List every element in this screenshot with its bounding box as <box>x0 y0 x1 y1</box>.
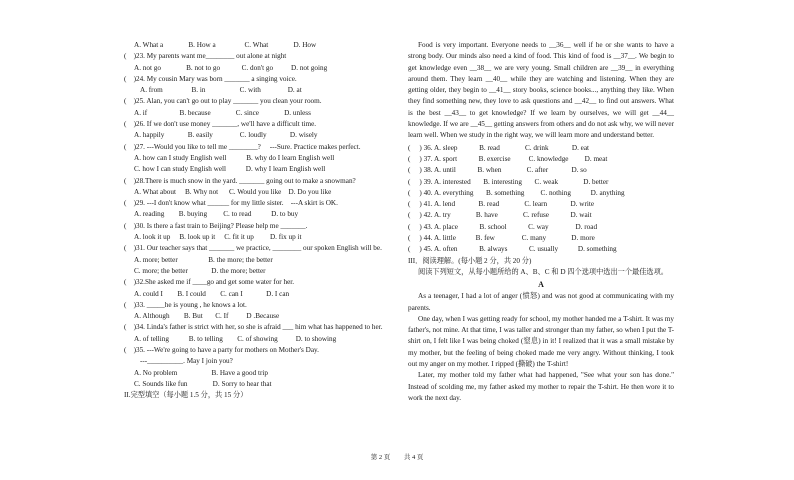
passage-a <box>408 291 674 404</box>
left-line: A. What a B. How a C. What D. How <box>134 41 317 49</box>
left-line: ( )30. Is there a fast train to Beijing? Please help me _______. <box>124 221 308 230</box>
left-line: A. reading B. buying C. to read D. to buy <box>134 210 299 219</box>
page-total: 共 4 页 <box>403 454 424 461</box>
right-column <box>408 40 674 404</box>
left-line: A. if B. because C. since D. unless <box>134 108 311 117</box>
cloze-option-row: ( ) 45. A. often B. always C. usually D. something <box>408 245 617 254</box>
left-line: II.完型填空（每小题 1.5 分，共 15 分） <box>124 391 248 400</box>
left-line: A. What about B. Why not C. Would you like D. Do you like <box>134 187 332 196</box>
left-column <box>124 40 394 402</box>
cloze-options <box>408 143 674 256</box>
cloze-passage: Food is very important. Everyone needs to __36__ well if he or she wants to have a strong body. Our minds also need a kind of food. This kind of food is __37__. We begin to get knowledge even __38__ we are very young. Small children are __39__ in everything around them. They learn __40__ while they are watching and listening. When they are getting older, they begin to __41__ story books, science books..., anything they like. When they find something new, they love to ask questions and __42__ to find out answers. What is the best __43__ to get knowledge? If we learn by ourselves, we will get __44__ knowledge. If we are __45__ getting answers from others and do not ask why, we will never learn well. When we study in the right way, we will learn more and understand better. <box>408 41 674 140</box>
left-line: ( )26. If we don't use money _______, we'll have a difficult time. <box>124 120 317 129</box>
cloze-option-row: ( ) 43. A. place B. school C. way D. road <box>408 222 598 231</box>
left-line: A. No problem B. Have a good trip <box>134 368 268 377</box>
left-line: ( )28.There is much snow in the yard. _______ going out to make a snowman? <box>124 176 356 185</box>
left-line: ( )35. ---We're going to have a party for mothers on Mother's Day. <box>124 346 319 355</box>
left-line: ( )32.She asked me if ____go and get some water for her. <box>124 278 295 287</box>
left-line: ---__________. May I join you? <box>140 357 233 366</box>
left-line: ( )23. My parents want me________ out alone at night <box>124 52 287 61</box>
left-line: A. of telling B. to telling C. of showing D. to showing <box>134 334 337 343</box>
cloze-option-row: ( ) 40. A. everything B. something C. nothing D. anything <box>408 188 625 197</box>
cloze-option-row: ( ) 42. A. try B. have C. refuse D. wait <box>408 211 592 220</box>
left-line: ( )25. Alan, you can't go out to play _______ you clean your room. <box>124 97 322 106</box>
left-line: C. more; the better D. the more; better <box>134 266 266 275</box>
left-line: C. Sounds like fun D. Sorry to hear that <box>134 379 272 388</box>
passage-a-paragraph: As a teenager, I had a lot of anger (愤怒) and was not good at communicating with my parents. <box>408 292 674 312</box>
cloze-option-row: ( ) 36. A. sleep B. read C. drink D. eat <box>408 143 590 152</box>
left-line: A. more; better B. the more; the better <box>134 255 273 264</box>
left-line: C. how I can study English well D. why I learn English well <box>134 165 326 174</box>
left-line: A. how can I study English well B. why do I learn English well <box>134 153 335 162</box>
cloze-option-row: ( ) 37. A. sport B. exercise C. knowledge D. meat <box>408 154 608 163</box>
cloze-option-row: ( ) 39. A. interested B. interesting C. weak D. better <box>408 177 609 186</box>
passage-a-paragraph: Later, my mother told my father what had happened, "See what your son has done." Instead of scolding me, my father asked my mother to repair the T-shirt. He then wore it to work the next day. <box>408 371 674 402</box>
left-line: A. look it up B. look up it C. fit it up D. fix up it <box>134 233 302 242</box>
page-number: 第 2 页 <box>370 454 391 461</box>
left-line: A. from B. in C. with D. at <box>140 86 302 95</box>
section-3-heading: III．阅读理解。(每小题 2 分，共 20 分) <box>408 256 532 265</box>
left-line: A. happily B. easily C. loudly D. wisely <box>134 131 318 140</box>
passage-a-paragraph: One day, when I was getting ready for school, my mother handed me a T-shirt. It was my father's, not mine. At that time, I was taller and stronger than my father, so when I put the T-shirt on, I felt like I was being choked (窒息) in it! I realized that it was a small mistake by my mother, but the feeling of being choked made me very angry. Without thinking, I took out my anger on my mother. I ripped (撕破) the T-shirt! <box>408 314 674 369</box>
left-line: ( )31. Our teacher says that _______ we practice, ________ our spoken English will be. <box>124 244 382 253</box>
passage-a-title: A <box>538 280 544 290</box>
cloze-option-row: ( ) 38. A. until B. when C. after D. so <box>408 166 587 175</box>
left-line: ( )27. ---Would you like to tell me ________? ---Sure. Practice makes perfect. <box>124 142 361 151</box>
left-line: ( )34. Linda's father is strict with her, so she is afraid ___ him what has happened to her. <box>124 323 383 332</box>
cloze-option-row: ( ) 44. A. little B. few C. many D. more <box>408 234 595 243</box>
page-footer <box>0 452 794 461</box>
left-line: ( )33. _____he is young , he knows a lot. <box>124 300 247 309</box>
section-3-instruction: 阅读下列短文，从每小题所给的 A、B、C 和 D 四个选项中选出一个最佳选项。 <box>418 267 668 276</box>
left-line: ( )24. My cousin Mary was born _______ a singing voice. <box>124 74 297 83</box>
left-line: A. not go B. not to go C. don't go D. not going <box>134 63 328 72</box>
cloze-option-row: ( ) 41. A. lend B. read C. learn D. write <box>408 200 595 209</box>
left-line: A. could I B. I could C. can I D. I can <box>134 289 290 298</box>
left-line: A. Although B. But C. If D .Because <box>134 312 280 321</box>
left-line: ( )29. ---I don't know what ______ for my little sister. ---A skirt is OK. <box>124 199 338 208</box>
